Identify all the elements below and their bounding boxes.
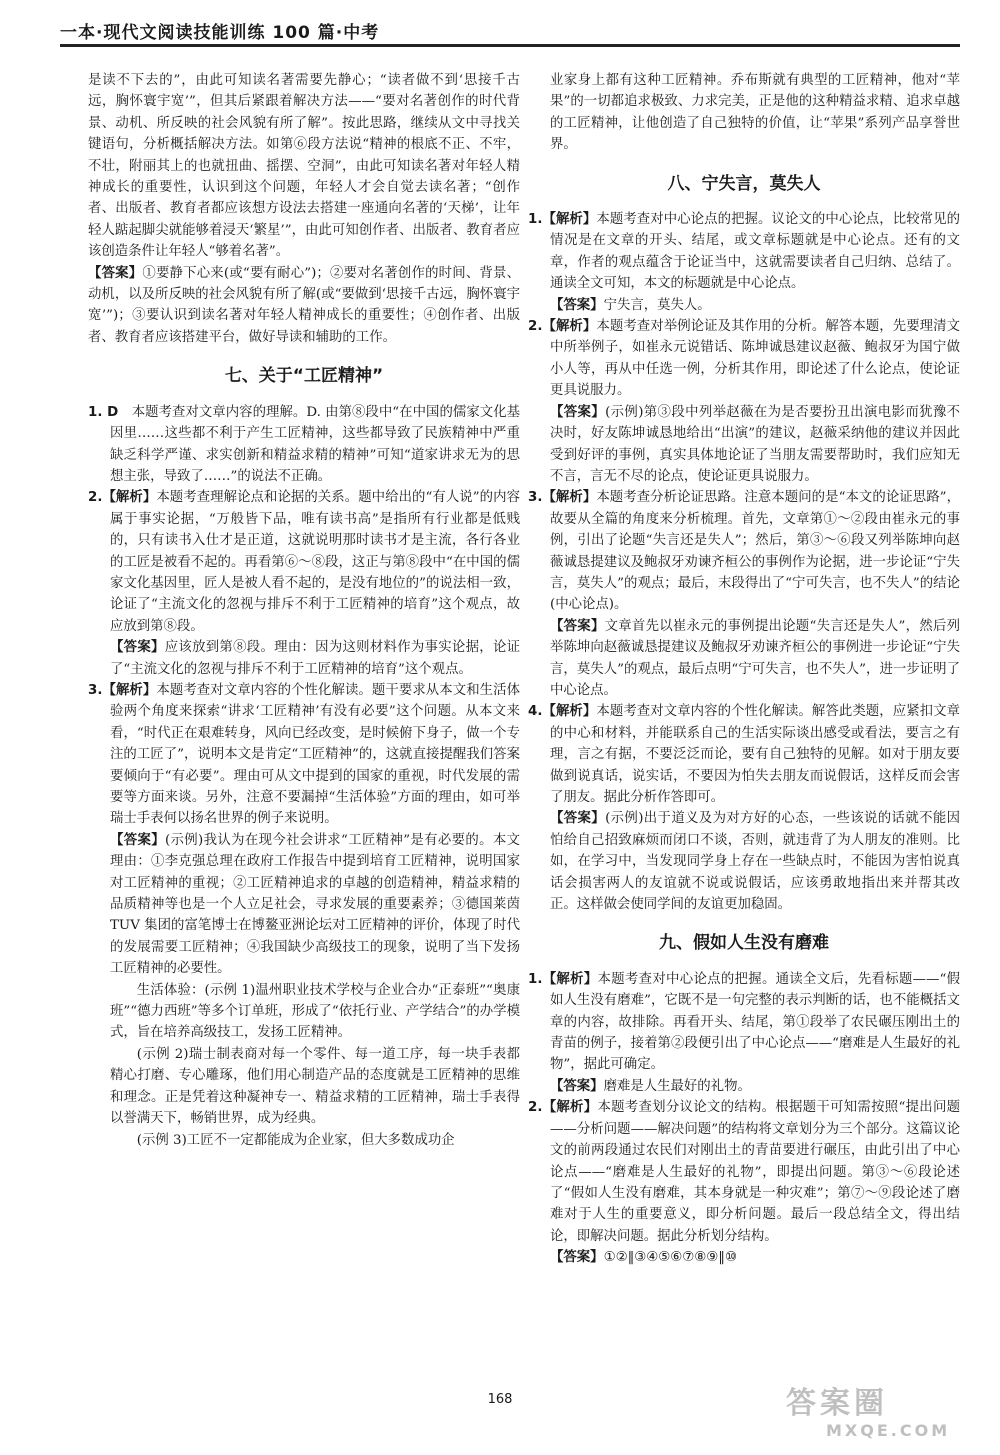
analysis-tag: 【解析】 (542, 212, 597, 228)
r3-answer: 文章首先以崔永元的事例提出论题“失言还是失人”，然后列举陈坤向赵薇诚恳提建议及鲍叔牙劝谏齐桓公的事例进一步论证“宁失言，莫失人”的观点，最后点明“宁可失言，也不失人”，进一步证明了中心论点。 (550, 618, 960, 698)
s2-text: 本题考查划分议论文的结构。根据题干可知需按照“提出问题——分析问题——解决问题”的结构将文章划分为三个部分。这篇议论文的前两段通过农民们对刚出土的青苗要进行碾压，由此引出了中心论点——“磨难是人生最好的礼物”，即提出问题。第③～⑥段论述了“假如人生没有磨难，其本身就是一种灾难”；第⑦～⑨段论述了磨难对于人生的重要意义，即分析问题。最后一段总结全文，得出结论，即解决问题。据此分析划分结构。 (550, 1100, 961, 1244)
answer-tag: 【答案】 (550, 404, 606, 420)
section-9-title: 九、假如人生没有磨难 (659, 933, 829, 954)
page-number: 168 (487, 1392, 513, 1407)
r4-number: 4. (528, 704, 543, 720)
continued-text: 业家身上都有这种工匠精神。乔布斯就有典型的工匠精神，他对“苹果”的一切都追求极致、力求完美，正是他的这种精益求精、追求卓越的工匠精神，让他创造了自己独特的价值，让“苹果”系列产品享誉世界。 (550, 73, 960, 153)
r4-answer: (示例)出于道义及为对方好的心态，一些该说的话就不能因怕给自己招致麻烦而闭口不谈，否则，就违背了为人朋友的准则。比如，在学习中，当发现同学身上存在一些缺点时，不能因为害怕说真话会损害两人的友谊就不说或说假话，应该勇敢地指出来并帮其改正。这样做会使同学间的友谊更加稳固。 (550, 811, 960, 913)
q2-answer: 应该放到第⑧段。理由：因为这则材料作为事实论据，论证了“主流文化的忽视与排斥不利于工匠精神的培育”这个观点。 (110, 640, 521, 677)
s1-answer: 磨难是人生最好的礼物。 (603, 1078, 751, 1094)
s2-number: 2. (528, 1100, 543, 1116)
section-7-title: 七、关于“工匠精神” (224, 366, 384, 387)
section-8-title: 八、宁失言，莫失人 (667, 173, 821, 194)
life-example-2: (示例 2)瑞士制表商对每一个零件、每一道工序，每一块手表都精心打磨、专心雕琢，他们用心制造产品的态度就是工匠精神的思维和理念。正是凭着这种凝神专一、精益求精的工匠精神，瑞士手表得以誉满天下，畅销世界，成为经典。 (110, 1046, 520, 1127)
analysis-tag: 【解析】 (542, 1100, 598, 1116)
header-rule (60, 44, 960, 47)
right-column (528, 70, 960, 1269)
watermark-logo (786, 1387, 986, 1447)
s2-answer: ①②‖③④⑤⑥⑦⑧⑨‖⑩ (603, 1250, 737, 1266)
running-header: 一本·现代文阅读技能训练 100 篇·中考 (60, 23, 380, 43)
answer-tag: 【答案】 (550, 1078, 604, 1094)
answer-tag: 【答案】 (88, 265, 143, 281)
analysis-tag: 【解析】 (542, 490, 597, 506)
r2-text: 本题考查对举例论证及其作用的分析。解答本题，先要理清文中所举例子，如崔永元说错话、陈坤诚恳建议赵薇、鲍叔牙为国宁做小人等，再从中任选一例，分析其作用，即论述了什么论点，使论证更具说服力。 (550, 319, 961, 399)
watermark-cn: 答案圈 (786, 1386, 888, 1421)
answer-tag: 【答案】 (110, 640, 165, 656)
intro-text: 是读不下去的”，由此可知读名著需要先静心；“读者做不到‘思接千古远，胸怀寰宇宽’”，但其后紧跟着解决方法——“要对名著创作的时代背景、动机、所反映的社会风貌有所了解”。按此思路，继续从文中寻找关键语句，分析概括解决方法。如第⑥段方法说“精神的根底不正、不牢，不壮，附丽其上的也就扭曲、摇摆、空洞”，由此可知读名著对年轻人精神成长的重要性，认识到这个问题，年轻人才会自觉去读名著；“创作者、出版者、教育者都应该想方设法去搭建一座通向名著的‘天梯’，让年轻人踮起脚尖就能够着浸天‘繁星’”，由此可知创作者、出版者、教育者应该创造条件让年轻人“够着名著”。 (88, 73, 520, 260)
analysis-tag: 【解析】 (542, 971, 598, 987)
q3-answer: (示例)我认为在现今社会讲求“工匠精神”是有必要的。本文理由：①李克强总理在政府工作报告中提到培育工匠精神，说明国家对工匠精神的重视；②工匠精神追求的卓越的创造精神，精益求精的品质精神等也是一个人立足社会，寻求发展的重要素养；③德国莱茵 TUV 集团的富笔博士在博鳌亚洲论坛对工匠精神的评价，体现了时代的发展需要工匠精神；④我国缺少高级技工的现象，说明了当下发扬工匠精神的必要性。 (110, 832, 521, 977)
r1-answer: 宁失言，莫失人。 (603, 297, 711, 313)
q2-number: 2. (88, 490, 103, 506)
r3-number: 3. (528, 490, 543, 506)
r2-answer: (示例)第③段中列举赵薇在为是否要扮丑出演电影而犹豫不决时，好友陈坤诚恳地给出“出演”的建议，赵薇采纳他的建议并因此受到好评的事例，真实具体地论证了当朋友需要帮助时，我们应知无不言，言无不尽的论点，使论证更具说服力。 (550, 404, 960, 484)
r3-text: 本题考查分析论证思路。注意本题问的是“本文的论证思路”，故要从全篇的角度来分析梳理。首先，文章第①～②段由崔永元的事例，引出了论题“失言还是失人”；然后，第③～⑥段又列举陈坤向赵薇诚恳提建议及鲍叔牙劝谏齐桓公的事例作为论据，进一步论证“宁失言，莫失人”的观点；最后，末段得出了“宁可失言，也不失人”的结论(中心论点)。 (550, 490, 960, 613)
q3-text: 本题考查对文章内容的个性化解读。题干要求从本文和生活体验两个角度来探索“讲求‘工匠精神’有没有必要”这个问题。从本文来看，“时代正在艰难转身，风向已经改变，是时候俯下身子，做一个专注的工匠了”，说明本文是肯定“工匠精神”的，这就直接提醒我们答案要倾向于“有必要”。理由可从文中提到的国家的重视，时代发展的需要等方面来谈。另外，注意不要漏掉“生活体验”方面的理由，如可举瑞士手表何以扬名世界的例子来说明。 (110, 682, 521, 827)
answer-tag: 【答案】 (550, 1250, 604, 1266)
answer-tag: 【答案】 (550, 618, 605, 634)
q1-text: 本题考查对文章内容的理解。D. 由第⑧段中“在中国的儒家文化基因里……这些都不利于产生工匠精神，这些都导致了民族精神中严重缺乏科学严谨、求实创新和精益求精的精神”可知“道家讲求无为的思想主张，导致了……”的说法不正确。 (110, 404, 521, 484)
s1-number: 1. (528, 971, 543, 987)
life-example-3: (示例 3)工匠不一定都能成为企业家，但大多数成功企 (136, 1132, 455, 1148)
r2-number: 2. (528, 319, 543, 335)
s1-text: 本题考查对中心论点的把握。通读全文后，先看标题——“假如人生没有磨难”，它既不是一句完整的表示判断的话，也不能概括文章的内容，故排除。再看开头、结尾，第①段举了农民碾压刚出土的青苗的例子，接着第②段便引出了中心论点——“磨难是人生最好的礼物”，据此可确定。 (550, 971, 960, 1073)
life-example-1: 生活体验：(示例 1)温州职业技术学校与企业合办“正泰班”“奥康班”“德力西班”等多个订单班，形成了“依托行业、产学结合”的办学模式，旨在培养高级技工，发扬工匠精神。 (110, 982, 520, 1041)
analysis-tag: 【解析】 (542, 704, 597, 720)
q1-number: 1. D (88, 404, 119, 420)
r1-text: 本题考查对中心论点的把握。议论文的中心论点，比较常见的情况是在文章的开头、结尾，或文章标题就是中心论点。还有的文章，作者的观点蕴含于论证当中，这就需要读者自己归纳、总结了。通读全文可知，本文的标题就是中心论点。 (550, 212, 961, 292)
answer-tag: 【答案】 (110, 832, 165, 848)
q2-text: 本题考查理解论点和论据的关系。题中给出的“有人说”的内容属于事实论据，“万般皆下品，唯有读书高”是指所有行业都是低贱的，只有读书入仕才是正道，这就说明那时读书才是主流，各行各业的工匠是被看不起的。再看第⑥～⑧段，这正与第⑧段中“在中国的儒家文化基因里，匠人是被人看不起的，是没有地位的”的说法相一致，论证了“主流文化的忽视与排斥不利于工匠精神的培育”这个观点，故应放到第⑧段。 (110, 490, 520, 634)
r4-text: 本题考查对文章内容的个性化解读。解答此类题，应紧扣文章的中心和材料，并能联系自己的生活实际谈出感受或看法，要言之有理，言之有据，不要泛泛而论，要有自己独特的见解。如对于朋友要做到说真话，说实话，不要因为怕失去朋友而说假话，这样反而会害了朋友。据此分析作答即可。 (550, 704, 961, 805)
answer-tag: 【答案】 (550, 297, 604, 313)
answer-tag: 【答案】 (550, 811, 606, 827)
q3-number: 3. (88, 682, 103, 698)
analysis-tag: 【解析】 (102, 490, 157, 506)
analysis-tag: 【解析】 (542, 319, 597, 335)
r1-number: 1. (528, 212, 543, 228)
left-column (88, 70, 520, 1151)
analysis-tag: 【解析】 (102, 682, 157, 698)
watermark-en: MXQE.COM (826, 1421, 951, 1440)
intro-answer: ①要静下心来(或“要有耐心”)；②要对名著创作的时间、背景、动机，以及所反映的社会风貌有所了解(或“要做到‘思接千古远，胸怀寰宇宽’”)；③要认识到读名著对年轻人精神成长的重要性；④创作者、出版者、教育者应该搭建平台，做好导读和辅助的工作。 (88, 265, 521, 345)
